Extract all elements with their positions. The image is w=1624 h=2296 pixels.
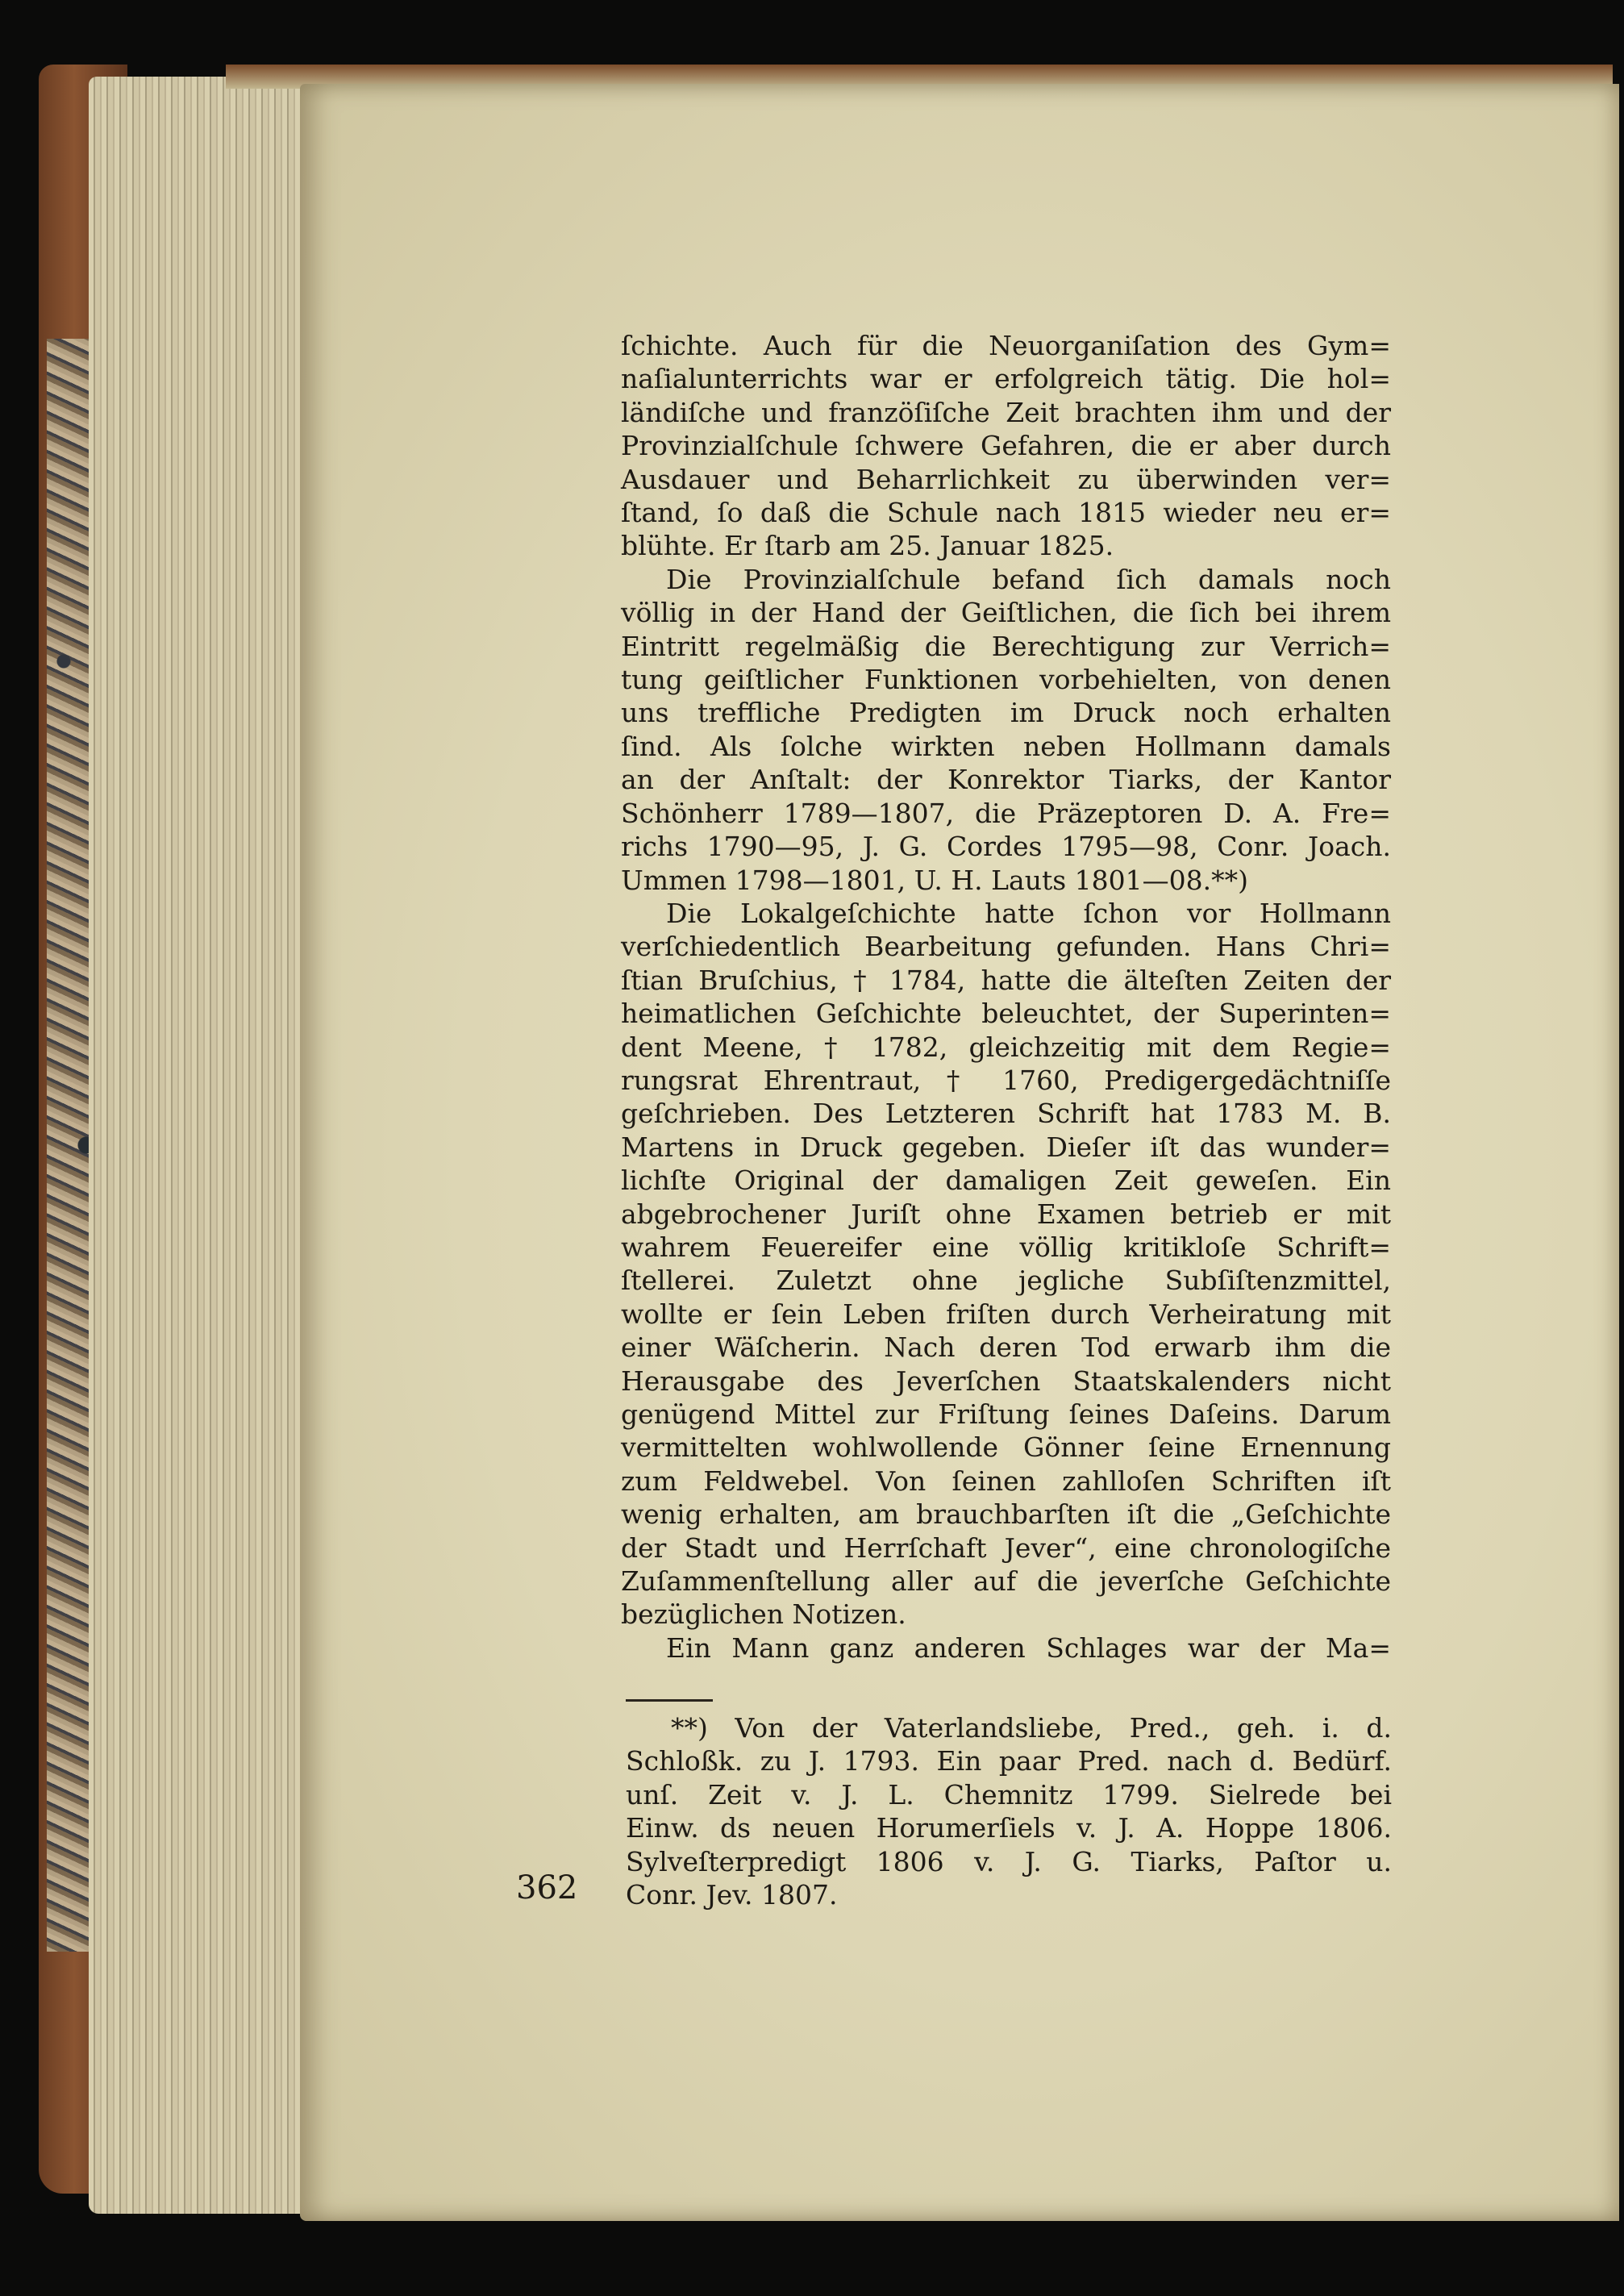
body-line: blühte. Er ſtarb am 25. Januar 1825. (621, 530, 1114, 562)
body-line: ſind. Als ſolche wirkten neben Hollmann damals (621, 730, 1391, 762)
body-line: heimatlichen Geſchichte beleuchtet, der Superinten= (621, 998, 1391, 1030)
body-line: naſialunterrichts war er erfolgreich tätig. Die hol= (621, 363, 1391, 395)
body-line: Martens in Druck gegeben. Dieſer iſt das wunder= (621, 1131, 1391, 1163)
body-line: der Stadt und Herrſchaft Jever“, eine chronologiſche (621, 1531, 1391, 1564)
body-line: geſchrieben. Des Letzteren Schrift hat 1783 M. B. (621, 1098, 1391, 1130)
body-line: Ummen 1798—1801, U. H. Lauts 1801—08.**) (621, 864, 1248, 896)
body-line: Ein Mann ganz anderen Schlages war der Ma= (666, 1631, 1391, 1664)
body-line: ſtian Bruſchius, † 1784, hatte die älteſten Zeiten der (621, 964, 1391, 996)
body-line: wollte er ſein Leben friſten durch Verheiratung mit (621, 1298, 1391, 1330)
body-line: dent Meene, † 1782, gleichzeitig mit dem Regie= (621, 1031, 1391, 1063)
body-line: bezüglichen Notizen. (621, 1598, 906, 1631)
body-line: Provinzialſchule ſchwere Gefahren, die er aber durch (621, 430, 1391, 462)
body-line: völlig in der Hand der Geiſtlichen, die ſich bei ihrem (621, 597, 1391, 629)
body-text (621, 329, 1391, 1665)
body-line: zum Feldwebel. Von ſeinen zahlloſen Schriften iſt (621, 1465, 1391, 1497)
body-line: verſchiedentlich Bearbeitung gefunden. Hans Chri= (621, 931, 1391, 963)
body-line: ſtand, ſo daß die Schule nach 1815 wieder neu er= (621, 497, 1391, 529)
footnotes (626, 1711, 1392, 1911)
body-line: einer Wäſcherin. Nach deren Tod erwarb ihm die (621, 1331, 1391, 1364)
body-line: Herausgabe des Jeverſchen Staatskalenders nicht (621, 1365, 1391, 1397)
body-line: ſchichte. Auch für die Neuorganiſation des Gym= (621, 330, 1391, 361)
body-line: vermittelten wohlwollende Gönner ſeine Ernennung (621, 1431, 1391, 1464)
body-line: genügend Mittel zur Friſtung ſeines Daſeins. Darum (621, 1398, 1391, 1430)
body-line: wenig erhalten, am brauchbarſten iſt die „Geſchichte (621, 1498, 1391, 1531)
footnote-divider (626, 1699, 713, 1702)
body-line: ſtellerei. Zuletzt ohne jegliche Subſiſtenzmittel, (621, 1265, 1391, 1297)
body-line: Ausdauer und Beharrlichkeit zu überwinden ver= (621, 463, 1391, 495)
body-line: Zuſammenſtellung aller auf die jeverſche Geſchichte (621, 1565, 1391, 1598)
body-line: Die Provinzialſchule befand ſich damals noch (666, 563, 1391, 595)
body-line: Schönherr 1789—1807, die Präzeptoren D. A. Fre= (621, 797, 1391, 829)
page-stack (89, 77, 306, 2214)
body-line: uns treffliche Predigten im Druck noch erhalten (621, 697, 1391, 729)
footnote-line: Einw. ds neuen Horumerſiels v. J. A. Hoppe 1806. (626, 1812, 1392, 1844)
body-line: wahrem Feuereifer eine völlig kritikloſe Schrift= (621, 1231, 1391, 1263)
body-line: richs 1790—95, J. G. Cordes 1795—98, Conr. Joach. (621, 831, 1391, 863)
footnote-line: Sylveſterpredigt 1806 v. J. G. Tiarks, Paſtor u. (626, 1845, 1392, 1877)
page-number: 362 (516, 1869, 578, 1906)
footnote-line: Conr. Jev. 1807. (626, 1879, 838, 1911)
body-line: lichſte Original der damaligen Zeit geweſen. Ein (621, 1165, 1391, 1197)
body-line: rungsrat Ehrentraut, † 1760, Predigergedächtniſſe (621, 1064, 1391, 1096)
body-line: Die Lokalgeſchichte hatte ſchon vor Hollmann (666, 897, 1391, 929)
footnote-line: **) Von der Vaterlandsliebe, Pred., geh. i. d. (671, 1712, 1392, 1744)
footnote-line: Schloßk. zu J. 1793. Ein paar Pred. nach d. Bedürf. (626, 1745, 1392, 1777)
body-line: tung geiſtlicher Funktionen vorbehielten, von denen (621, 664, 1391, 696)
footnote-line: unſ. Zeit v. J. L. Chemnitz 1799. Sielrede bei (626, 1778, 1392, 1811)
body-line: Eintritt regelmäßig die Berechtigung zur Verrich= (621, 630, 1391, 662)
body-line: abgebrochener Juriſt ohne Examen betrieb er mit (621, 1198, 1391, 1230)
body-line: an der Anſtalt: der Konrektor Tiarks, der Kantor (621, 764, 1391, 796)
body-line: ländiſche und franzöſiſche Zeit brachten ihm und der (621, 396, 1391, 428)
